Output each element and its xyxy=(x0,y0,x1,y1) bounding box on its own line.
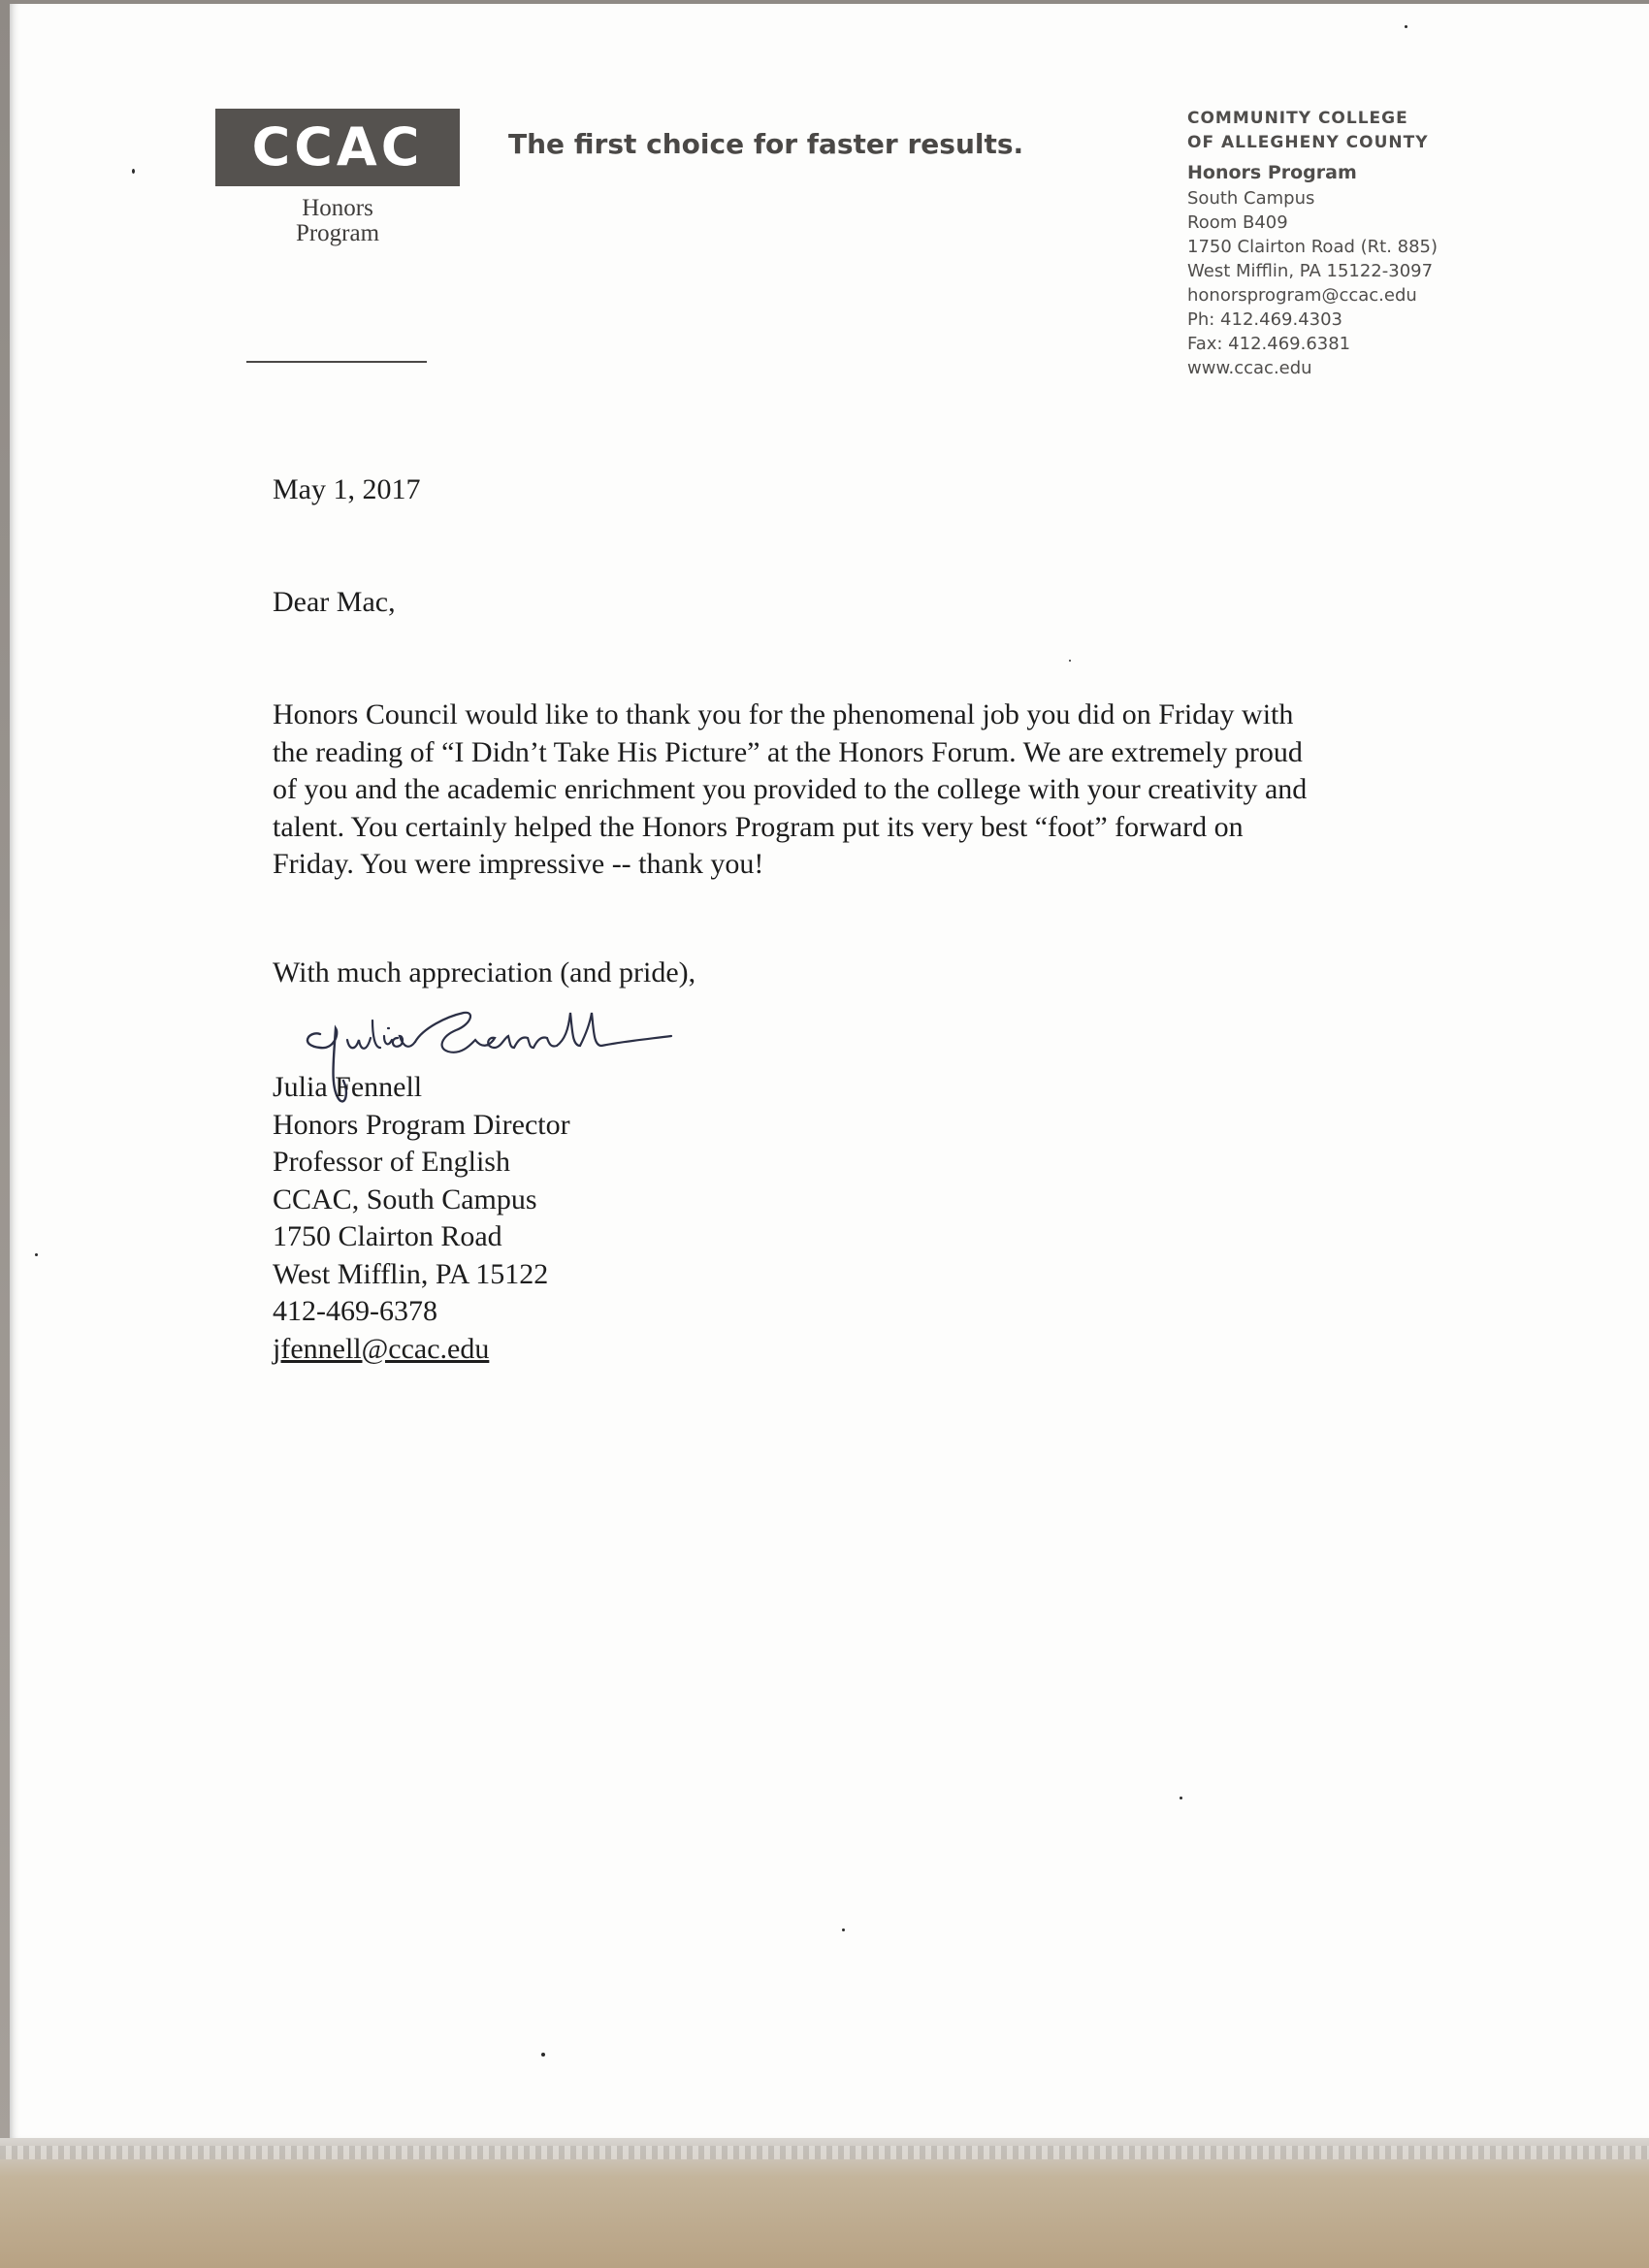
signer-position: Professor of English xyxy=(273,1146,510,1178)
scan-speck xyxy=(1069,660,1071,662)
signer-street: 1750 Clairton Road xyxy=(273,1220,502,1252)
logo-underline xyxy=(246,361,427,363)
tagline: The first choice for faster results. xyxy=(508,128,1024,160)
signer-campus: CCAC, South Campus xyxy=(273,1183,537,1215)
logo-mark: CCAC xyxy=(251,116,424,178)
logo-program-text xyxy=(215,196,460,246)
letter-date: May 1, 2017 xyxy=(273,473,421,505)
signer-email-link[interactable]: jfennell@ccac.edu xyxy=(273,1332,490,1365)
signature-block xyxy=(273,1069,570,1368)
ccac-logo xyxy=(215,109,460,246)
address-line: South Campus xyxy=(1187,188,1315,209)
address-fax: Fax: 412.469.6381 xyxy=(1187,334,1351,354)
sleeve-perforation xyxy=(0,2146,1649,2159)
scan-speck xyxy=(541,2053,545,2057)
logo-program-line1: Honors xyxy=(302,195,373,221)
logo-badge xyxy=(215,109,460,186)
body-line: the reading of “I Didn’t Take His Picture” at the Honors Forum. We are extremely proud xyxy=(273,735,1303,768)
scan-speck xyxy=(1180,1797,1182,1799)
institution-name-line1: COMMUNITY COLLEGE xyxy=(1187,109,1408,128)
body-line: Honors Council would like to thank you for the phenomenal job you did on Friday with xyxy=(273,698,1294,730)
scan-speck xyxy=(132,169,135,174)
body-line: of you and the academic enrichment you provided to the college with your creativity and xyxy=(273,773,1308,805)
letterhead-address xyxy=(1187,107,1595,380)
body-line: talent. You certainly helped the Honors Program put its very best “foot” forward on xyxy=(273,810,1244,843)
logo-program-line2: Program xyxy=(295,220,380,246)
address-website: www.ccac.edu xyxy=(1187,358,1312,378)
address-phone: Ph: 412.469.4303 xyxy=(1187,309,1343,330)
address-line: West Mifflin, PA 15122-3097 xyxy=(1187,261,1434,281)
letter-salutation: Dear Mac, xyxy=(273,586,396,618)
address-line: Room B409 xyxy=(1187,212,1288,233)
address-email: honorsprogram@ccac.edu xyxy=(1187,285,1417,306)
letter-body xyxy=(273,697,1437,884)
scan-speck xyxy=(1405,25,1407,28)
letter-page xyxy=(10,4,1649,2138)
signer-name: Julia Fennell xyxy=(273,1071,423,1103)
program-name: Honors Program xyxy=(1187,162,1357,183)
signer-city: West Mifflin, PA 15122 xyxy=(273,1257,549,1290)
signer-title: Honors Program Director xyxy=(273,1108,570,1141)
letter-closing: With much appreciation (and pride), xyxy=(273,956,696,988)
institution-name-line2: OF ALLEGHENY COUNTY xyxy=(1187,133,1429,152)
body-line: Friday. You were impressive -- thank you! xyxy=(273,848,764,880)
address-line: 1750 Clairton Road (Rt. 885) xyxy=(1187,237,1439,257)
scan-speck xyxy=(35,1253,38,1256)
scan-speck xyxy=(842,1928,845,1931)
signer-phone: 412-469-6378 xyxy=(273,1295,437,1327)
